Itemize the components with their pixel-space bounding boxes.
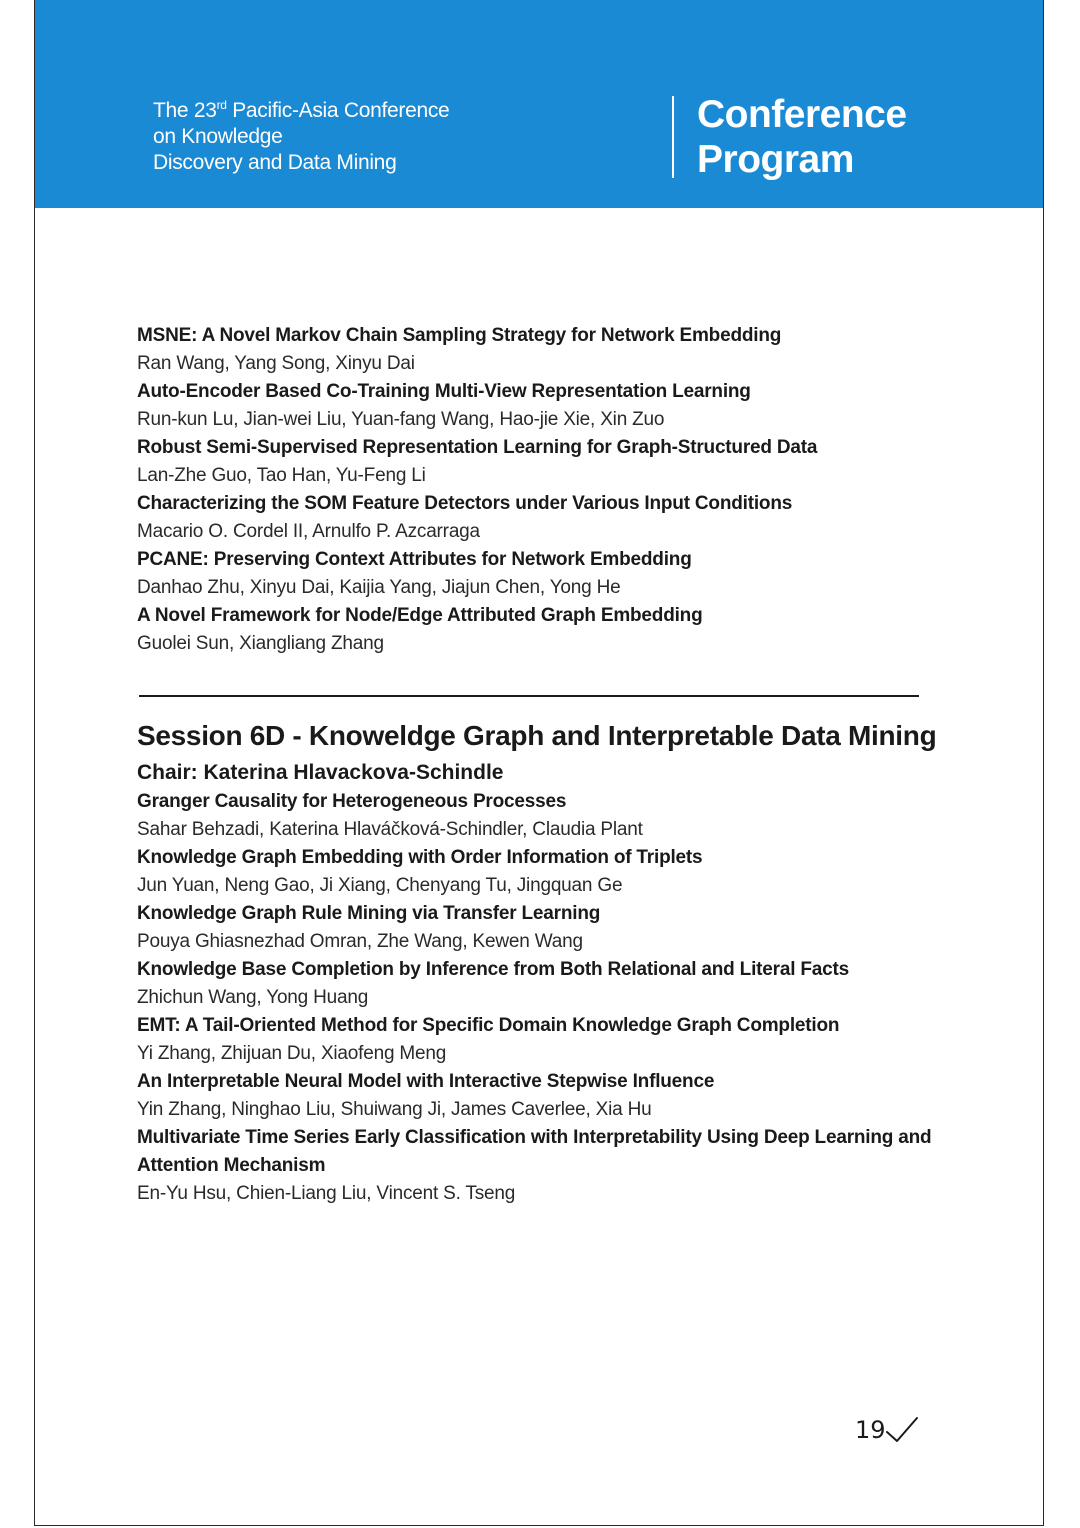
paper-title: Knowledge Graph Rule Mining via Transfer Learning <box>137 903 601 924</box>
paper-title: EMT: A Tail-Oriented Method for Specific Domain Knowledge Graph Completion <box>137 1015 840 1036</box>
paper-authors: Guolei Sun, Xiangliang Zhang <box>137 633 384 654</box>
section-divider <box>139 695 919 697</box>
paper-entry <box>137 900 937 956</box>
paper-list-top <box>137 322 937 658</box>
paper-title: Knowledge Base Completion by Inference from Both Relational and Literal Facts <box>137 959 849 980</box>
paper-entry <box>137 1124 937 1208</box>
paper-title: MSNE: A Novel Markov Chain Sampling Strategy for Network Embedding <box>137 325 782 346</box>
session-chair: Chair: Katerina Hlavackova-Schindle <box>137 761 504 784</box>
paper-authors: Lan-Zhe Guo, Tao Han, Yu-Feng Li <box>137 465 426 486</box>
paper-entry <box>137 322 937 378</box>
conference-name <box>153 98 449 176</box>
paper-entry <box>137 1068 937 1124</box>
document-page <box>34 0 1044 1526</box>
paper-authors: Macario O. Cordel II, Arnulfo P. Azcarraga <box>137 521 480 542</box>
paper-entry <box>137 956 937 1012</box>
paper-authors: Sahar Behzadi, Katerina Hlaváčková-Schindler, Claudia Plant <box>137 819 643 840</box>
header-divider <box>672 96 674 178</box>
paper-entry <box>137 602 937 658</box>
paper-entry <box>137 490 937 546</box>
paper-entry <box>137 788 937 844</box>
page-number: 19 <box>855 1416 886 1444</box>
paper-authors: Yi Zhang, Zhijuan Du, Xiaofeng Meng <box>137 1043 447 1064</box>
paper-title: An Interpretable Neural Model with Interactive Stepwise Influence <box>137 1071 715 1092</box>
session-6d <box>137 714 937 1208</box>
paper-authors: Pouya Ghiasnezhad Omran, Zhe Wang, Kewen Wang <box>137 931 583 952</box>
paper-title: Characterizing the SOM Feature Detectors under Various Input Conditions <box>137 493 793 514</box>
header-banner <box>35 0 1043 208</box>
program-title <box>697 92 907 182</box>
paper-title: A Novel Framework for Node/Edge Attributed Graph Embedding <box>137 605 703 626</box>
paper-title: PCANE: Preserving Context Attributes for Network Embedding <box>137 549 692 570</box>
paper-entry <box>137 1012 937 1068</box>
program-title-line2: Program <box>697 138 854 181</box>
conference-name-line3: Discovery and Data Mining <box>153 151 397 174</box>
paper-authors: En-Yu Hsu, Chien-Liang Liu, Vincent S. Tseng <box>137 1183 516 1204</box>
paper-title: Granger Causality for Heterogeneous Processes <box>137 791 567 812</box>
paper-title: Auto-Encoder Based Co-Training Multi-View Representation Learning <box>137 381 751 402</box>
paper-title: Robust Semi-Supervised Representation Learning for Graph-Structured Data <box>137 437 818 458</box>
paper-entry <box>137 378 937 434</box>
conference-name-line1: The 23rd Pacific-Asia Conference <box>153 98 450 122</box>
paper-entry <box>137 844 937 900</box>
paper-authors: Danhao Zhu, Xinyu Dai, Kaijia Yang, Jiajun Chen, Yong He <box>137 577 621 598</box>
paper-title: Knowledge Graph Embedding with Order Information of Triplets <box>137 847 703 868</box>
paper-authors: Ran Wang, Yang Song, Xinyu Dai <box>137 353 415 374</box>
checkmark-icon <box>885 1416 919 1444</box>
paper-authors: Run-kun Lu, Jian-wei Liu, Yuan-fang Wang, Hao-jie Xie, Xin Zuo <box>137 409 665 430</box>
paper-authors: Yin Zhang, Ninghao Liu, Shuiwang Ji, James Caverlee, Xia Hu <box>137 1099 652 1120</box>
paper-entry <box>137 546 937 602</box>
conference-name-line2: on Knowledge <box>153 125 283 148</box>
paper-entry <box>137 434 937 490</box>
paper-title: Multivariate Time Series Early Classification with Interpretability Using Deep Learning and Attention Mechanism <box>137 1127 932 1176</box>
paper-authors: Jun Yuan, Neng Gao, Ji Xiang, Chenyang Tu, Jingquan Ge <box>137 875 623 896</box>
session-title: Session 6D - Knoweldge Graph and Interpretable Data Mining <box>137 720 937 751</box>
paper-authors: Zhichun Wang, Yong Huang <box>137 987 369 1008</box>
program-title-line1: Conference <box>697 93 907 136</box>
